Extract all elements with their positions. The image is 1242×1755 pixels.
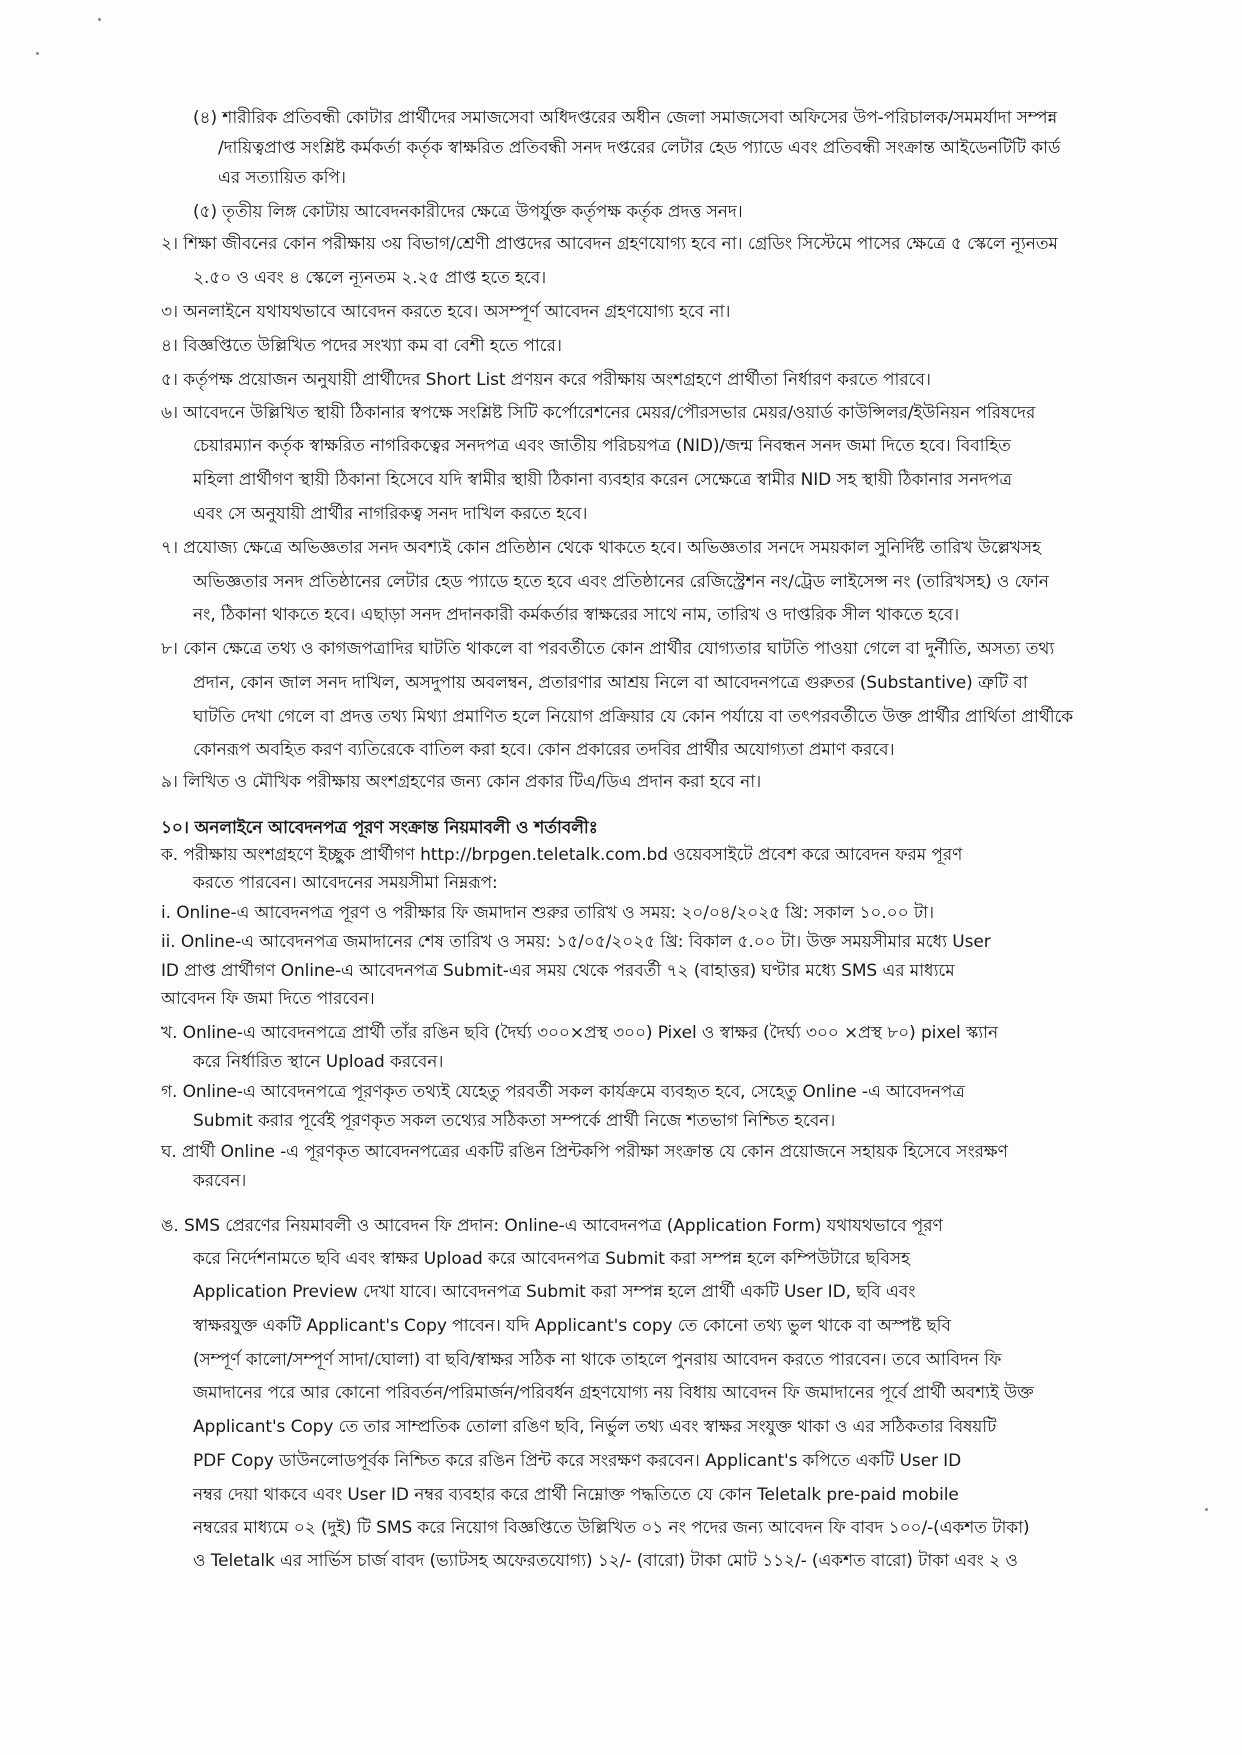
doc-line: ৮। কোন ক্ষেত্রে তথ্য ও কাগজপত্রাদির ঘাটতি থাকলে বা পরবর্তীতে কোন প্রার্থীর যোগ্যতার ঘাটতি পাওয়া গেলে বা দুর্নীতি, অসত্য তথ্য bbox=[161, 639, 1055, 659]
doc-line: ৯। লিখিত ও মৌখিক পরীক্ষায় অংশগ্রহণের জন্য কোন প্রকার টিএ/ডিএ প্রদান করা হবে না। bbox=[161, 772, 762, 792]
doc-line: ৫। কর্তৃপক্ষ প্রয়োজন অনুযায়ী প্রার্থীদের Short List প্রণয়ন করে পরীক্ষায় অংশগ্রহণে প্রার্থীতা নির্ধারণ করতে পারবে। bbox=[161, 370, 931, 390]
doc-line: ঘাটতি দেখা গেলে বা প্রদত্ত তথ্য মিথ্যা প্রমাণিত হলে নিয়োগ প্রক্রিয়ার যে কোন পর্যায়ে বা তৎপরবর্তীতে উক্ত প্রার্থীর প্রার্থিতা প্রার্থীকে bbox=[193, 707, 1074, 727]
doc-line: ৭। প্রযোজ্য ক্ষেত্রে অভিজ্ঞতার সনদ অবশ্যই কোন প্রতিষ্ঠান থেকে থাকতে হবে। অভিজ্ঞতার সনদে সময়কাল সুনির্দিষ্ট তারিখ উল্লেখসহ bbox=[161, 538, 1041, 558]
scan-speck bbox=[1205, 1508, 1208, 1511]
doc-line: করবেন। bbox=[193, 1171, 247, 1191]
section-heading: ১০। অনলাইনে আবেদনপত্র পূরণ সংক্রান্ত নিয়মাবলী ও শর্তাবলীঃ bbox=[161, 818, 598, 838]
doc-line: ও Teletalk এর সার্ভিস চার্জ বাবদ (ভ্যাটসহ অফেরতযোগ্য) ১২/- (বারো) টাকা মোট ১১২/- (একশত বারো) টাকা এবং ২ ও bbox=[193, 1551, 1018, 1571]
doc-line: নং, ঠিকানা থাকতে হবে। এছাড়া সনদ প্রদানকারী কর্মকর্তার স্বাক্ষরের সাথে নাম, তারিখ ও দাপ্তরিক সীল থাকতে হবে। bbox=[193, 605, 960, 625]
doc-line: (৫) তৃতীয় লিঙ্গ কোটায় আবেদনকারীদের ক্ষেত্রে উপর্যুক্ত কর্তৃপক্ষ কর্তৃক প্রদত্ত সনদ। bbox=[193, 202, 743, 222]
doc-line: এর সত্যায়িত কপি। bbox=[218, 168, 346, 188]
doc-line: (সম্পূর্ণ কালো/সম্পূর্ণ সাদা/ঘোলা) বা ছবি/স্বাক্ষর সঠিক না থাকে তাহলে পুনরায় আবেদন করতে পারবেন। তবে আবিদন ফি bbox=[193, 1350, 1002, 1370]
doc-line: /দায়িত্বপ্রাপ্ত সংশ্লিষ্ট কর্মকর্তা কর্তৃক স্বাক্ষরিত প্রতিবন্ধী সনদ দপ্তরের লেটার হেড প্যাডে এবং প্রতিবন্ধী সংক্রান্ত আইডেনটিটি কার্ড bbox=[218, 138, 1061, 158]
doc-line: গ. Online-এ আবেদনপত্রে পূরণকৃত তথ্যই যেহেতু পরবর্তী সকল কার্যক্রমে ব্যবহৃত হবে, সেহেতু Online -এ আবেদনপত্র bbox=[161, 1082, 965, 1102]
doc-line: প্রদান, কোন জাল সনদ দাখিল, অসদুপায় অবলম্বন, প্রতারণার আশ্রয় নিলে বা আবেদনপত্রে গুরুতর (Substantive) ত্রুটি বা bbox=[193, 673, 1028, 693]
doc-line: i. Online-এ আবেদনপত্র পূরণ ও পরীক্ষার ফি জমাদান শুরুর তারিখ ও সময়: ২০/০৪/২০২৫ খ্রি: সকাল ১০.০০ টা। bbox=[161, 903, 934, 923]
doc-line: এবং সে অনুযায়ী প্রার্থীর নাগরিকত্ব সনদ দাখিল করতে হবে। bbox=[193, 504, 588, 524]
doc-line: ৬। আবেদনে উল্লিখিত স্থায়ী ঠিকানার স্বপক্ষে সংশ্লিষ্ট সিটি কর্পোরেশনের মেয়র/পৌরসভার মেয়র/ওয়ার্ড কাউন্সিলর/ইউনিয়ন পরিষদের bbox=[161, 403, 1036, 423]
doc-line: ২.৫০ ও এবং ৪ স্কেলে ন্যূনতম ২.২৫ প্রাপ্ত হতে হবে। bbox=[193, 268, 547, 288]
doc-line: করে নির্ধারিত স্থানে Upload করবেন। bbox=[193, 1052, 444, 1072]
doc-line: নম্বর দেয়া থাকবে এবং User ID নম্বর ব্যবহার করে প্রার্থী নিম্নোক্ত পদ্ধতিতে যে কোন Teletalk pre-paid mobile bbox=[193, 1485, 959, 1505]
doc-line: কোনরূপ অবহিত করণ ব্যতিরেকে বাতিল করা হবে। কোন প্রকারের তদবির প্রার্থীর অযোগ্যতা প্রমাণ করবে। bbox=[193, 740, 895, 760]
doc-line: Submit করার পূর্বেই পূরণকৃত সকল তথ্যের সঠিকতা সম্পর্কে প্রার্থী নিজে শতভাগ নিশ্চিত হবেন। bbox=[193, 1111, 836, 1131]
doc-line: চেয়ারম্যান কর্তৃক স্বাক্ষরিত নাগরিকত্বের সনদপত্র এবং জাতীয় পরিচয়পত্র (NID)/জন্ম নিবন্ধন সনদ জমা দিতে হবে। বিবাহিত bbox=[193, 436, 1011, 456]
doc-line: অভিজ্ঞতার সনদ প্রতিষ্ঠানের লেটার হেড প্যাডে হতে হবে এবং প্রতিষ্ঠানের রেজিস্ট্রেশন নং/ট্রেড লাইসেন্স নং (তারিখসহ) ও ফোন bbox=[193, 572, 1049, 592]
scan-speck bbox=[36, 52, 39, 55]
doc-line: Application Preview দেখা যাবে। আবেদনপত্র Submit করা সম্পন্ন হলে প্রার্থী একটি User ID, ছবি এবং bbox=[193, 1282, 916, 1302]
doc-line: মহিলা প্রার্থীগণ স্থায়ী ঠিকানা হিসেবে যদি স্বামীর স্থায়ী ঠিকানা ব্যবহার করেন সেক্ষেত্রে স্বামীর NID সহ স্থায়ী ঠিকানার সনদপত্র bbox=[193, 470, 1012, 490]
doc-line: ৪। বিজ্ঞপ্তিতে উল্লিখিত পদের সংখ্যা কম বা বেশী হতে পারে। bbox=[161, 336, 562, 356]
doc-line: Applicant's Copy তে তার সাম্প্রতিক তোলা রঙিণ ছবি, নির্ভুল তথ্য এবং স্বাক্ষর সংযুক্ত থাকা ও এর সঠিকতার বিষয়টি bbox=[193, 1417, 997, 1437]
doc-line: ID প্রাপ্ত প্রার্থীগণ Online-এ আবেদনপত্র Submit-এর সময় থেকে পরবর্তী ৭২ (বাহাত্তর) ঘণ্টার মধ্যে SMS এর মাধ্যমে bbox=[161, 961, 955, 981]
scan-speck bbox=[98, 18, 101, 21]
doc-line: ঙ. SMS প্রেরণের নিয়মাবলী ও আবেদন ফি প্রদান: Online-এ আবেদনপত্র (Application Form) যথাযথভাবে পূরণ bbox=[161, 1216, 943, 1236]
doc-line: করতে পারবেন। আবেদনের সময়সীমা নিম্নরূপ: bbox=[193, 873, 498, 893]
doc-line: ii. Online-এ আবেদনপত্র জমাদানের শেষ তারিখ ও সময়: ১৫/০৫/২০২৫ খ্রি: বিকাল ৫.০০ টা। উক্ত সময়সীমার মধ্যে User bbox=[161, 932, 991, 952]
doc-line: খ. Online-এ আবেদনপত্রে প্রার্থী তাঁর রঙিন ছবি (দৈর্ঘ্য ৩০০×প্রস্থ ৩০০) Pixel ও স্বাক্ষর (দৈর্ঘ্য ৩০০ ×প্রস্থ ৮০) pixel স্ক্যান bbox=[161, 1023, 999, 1043]
doc-line: করে নির্দেশনামতে ছবি এবং স্বাক্ষর Upload করে আবেদনপত্র Submit করা সম্পন্ন হলে কম্পিউটারে ছবিসহ bbox=[193, 1249, 910, 1269]
doc-line: ক. পরীক্ষায় অংশগ্রহণে ইচ্ছুক প্রার্থীগণ http://brpgen.teletalk.com.bd ওয়েবসাইটে প্রবেশ করে আবেদন ফরম পূরণ bbox=[161, 845, 963, 865]
doc-line: আবেদন ফি জমা দিতে পারবেন। bbox=[161, 989, 375, 1009]
doc-line: PDF Copy ডাউনলোডপূর্বক নিশ্চিত করে রঙিন প্রিন্ট করে সংরক্ষণ করবেন। Applicant's কপিতে একটি User ID bbox=[193, 1451, 962, 1471]
doc-line: ৩। অনলাইনে যথাযথভাবে আবেদন করতে হবে। অসম্পূর্ণ আবেদন গ্রহণযোগ্য হবে না। bbox=[161, 302, 731, 322]
doc-line: নম্বরের মাধ্যমে ০২ (দুই) টি SMS করে নিয়োগ বিজ্ঞপ্তিতে উল্লিখিত ০১ নং পদের জন্য আবেদন ফি বাবদ ১০০/-(একশত টাকা) bbox=[193, 1518, 1030, 1538]
doc-line: জমাদানের পরে আর কোনো পরিবর্তন/পরিমার্জন/পরিবর্ধন গ্রহণযোগ্য নয় বিধায় আবেদন ফি জমাদানের পূর্বে প্রার্থী অবশ্যই উক্ত bbox=[193, 1383, 1034, 1403]
doc-line: (৪) শারীরিক প্রতিবন্ধী কোটার প্রার্থীদের সমাজসেবা অধিদপ্তরের অধীন জেলা সমাজসেবা অফিসের উপ-পরিচালক/সমমর্যাদা সম্পন্ন bbox=[193, 108, 1058, 128]
doc-line: স্বাক্ষরযুক্ত একটি Applicant's Copy পাবেন। যদি Applicant's copy তে কোনো তথ্য ভুল থাকে বা অস্পষ্ট ছবি bbox=[193, 1316, 951, 1336]
doc-line: ২। শিক্ষা জীবনের কোন পরীক্ষায় ৩য় বিভাগ/শ্রেণী প্রাপ্তদের আবেদন গ্রহণযোগ্য হবে না। গ্রেডিং সিস্টেমে পাসের ক্ষেত্রে ৫ স্কেলে ন্যূনতম bbox=[161, 234, 1058, 254]
doc-line: ঘ. প্রার্থী Online -এ পূরণকৃত আবেদনপত্রের একটি রঙিন প্রিন্টকপি পরীক্ষা সংক্রান্ত যে কোন প্রয়োজনে সহায়ক হিসেবে সংরক্ষণ bbox=[161, 1142, 1008, 1162]
